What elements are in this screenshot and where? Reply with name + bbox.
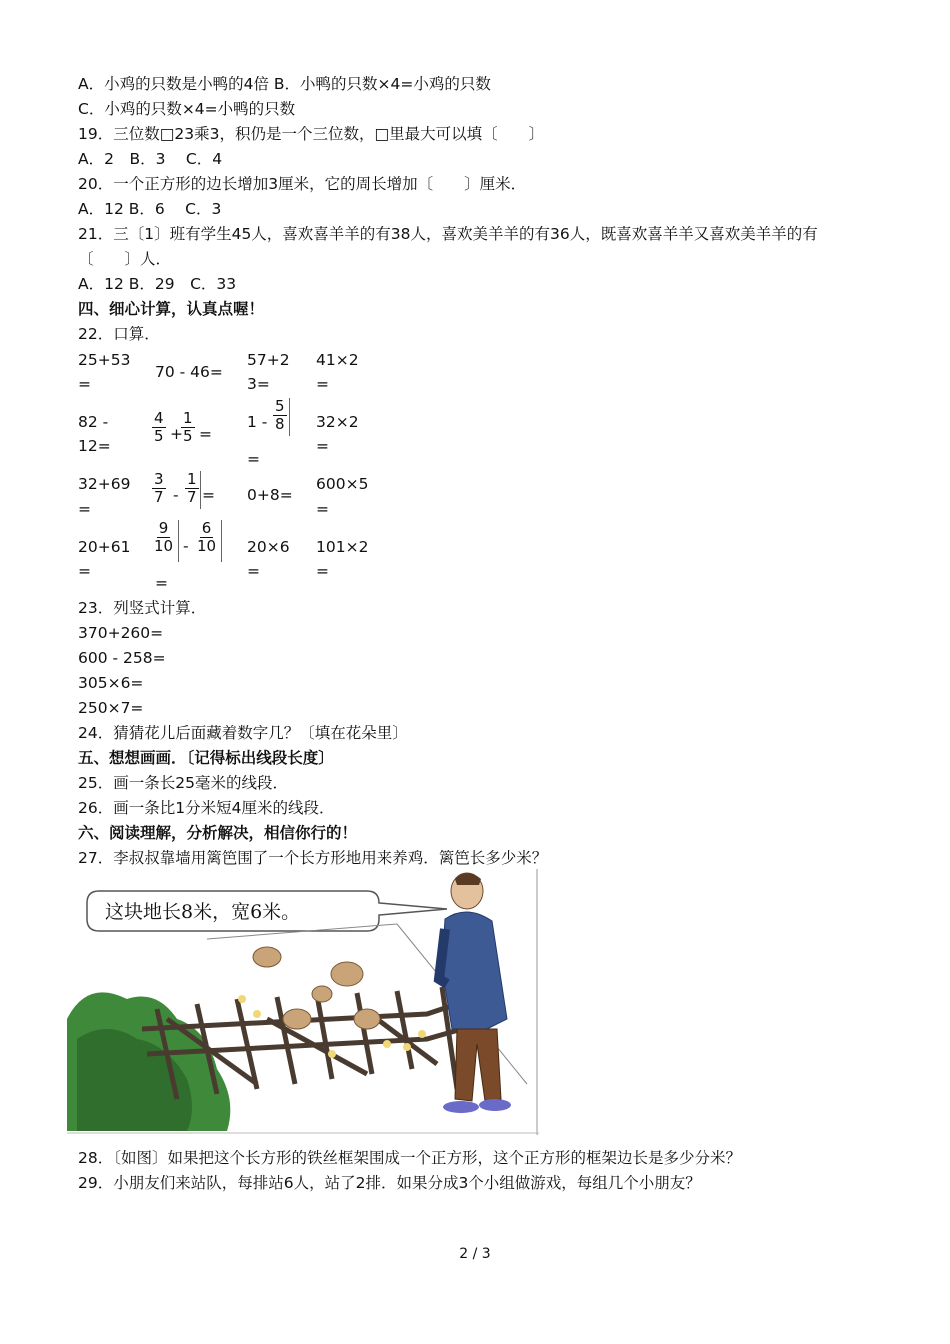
question-26: 26．画一条比1分米短4厘米的线段． [78,799,335,817]
fraction [181,410,195,445]
oral-cell: 12= [78,437,111,455]
oral-cell: 32+69 [78,475,131,493]
fraction-numerator: 4 [154,409,164,427]
question-21-cont: 〔 〕人． [78,250,172,268]
oral-cell: = [78,562,91,580]
section-5-heading: 五、想想画画．〔记得标出线段长度〕 [78,749,334,767]
oral-cell: 57+2 [247,351,290,369]
oral-cell: = [247,450,260,468]
section-4-heading: 四、细心计算，认真点喔！ [78,300,265,318]
vertical-calc-3: 305×6= [78,674,144,692]
operator: - [173,486,179,504]
fraction-denominator: 7 [187,488,197,506]
fraction-numerator: 1 [187,470,197,488]
oral-cell: = [316,437,329,455]
question-20: 20．一个正方形的边长增加3厘米，它的周长增加〔 〕厘米． [78,175,527,193]
oral-cell: 41×2 [316,351,359,369]
fraction [152,520,175,555]
question-23: 23．列竖式计算． [78,599,207,617]
oral-cell: = [78,500,91,518]
question-25: 25．画一条长25毫米的线段． [78,774,288,792]
fraction [273,398,287,433]
oral-cell: 20+61 [78,538,131,556]
fraction-denominator: 5 [154,427,164,445]
oral-cell: 70 - 46= [155,363,223,381]
oral-cell: 3= [247,375,270,393]
oral-cell: = [316,562,329,580]
fraction-denominator: 10 [154,537,174,555]
crop-mark [178,520,179,562]
crop-mark [221,520,222,562]
oral-cell: = [199,425,212,443]
question-19: 19．三位数□23乘3，积仍是一个三位数，□里最大可以填〔 〕 [78,125,545,143]
oral-cell: 20×6 [247,538,290,556]
oral-cell: 101×2 [316,538,369,556]
oral-cell: = [202,486,215,504]
question-28: 28．〔如图〕如果把这个长方形的铁丝框架围成一个正方形，这个正方形的框架边长是多少分米？ [78,1149,741,1167]
fraction [185,471,199,506]
oral-cell: = [155,574,168,592]
question-20-options: A．12 B．6 C．3 [78,200,222,218]
fraction-numerator: 5 [275,397,285,415]
oral-cell: 1 - [247,413,268,431]
oral-cell: 25+53 [78,351,131,369]
oral-cell: = [78,375,91,393]
question-24: 24．猜猜花儿后面藏着数字几？〔填在花朵里〕 [78,724,408,742]
fraction-denominator: 5 [183,427,193,445]
fraction [195,520,218,555]
oral-cell: = [316,375,329,393]
fraction-denominator: 7 [154,488,164,506]
fraction-numerator: 1 [183,409,193,427]
fraction-numerator: 6 [201,519,212,537]
option-line-c: C．小鸡的只数×4=小鸭的只数 [78,100,296,118]
vertical-calc-4: 250×7= [78,699,144,717]
question-21-options: A．12 B．29 C．33 [78,275,237,293]
question-27: 27．李叔叔靠墙用篱笆围了一个长方形地用来养鸡．篱笆长多少米？ [78,849,548,867]
oral-cell: 82 - [78,413,109,431]
page-number: 2 / 3 [459,1246,491,1262]
fraction-denominator: 8 [275,415,285,433]
crop-mark [289,398,290,436]
vertical-calc-1: 370+260= [78,624,164,642]
vertical-calc-2: 600 - 258= [78,649,166,667]
question-19-options: A．2 B．3 C．4 [78,150,223,168]
oral-cell: 0+8= [247,486,293,504]
fraction [152,410,166,445]
speech-bubble-text: 这块地长8米，宽6米。 [105,901,301,923]
operator: + [170,425,183,443]
fraction-denominator: 10 [197,537,217,555]
operator: - [183,537,189,555]
illustration-chicken-fence [67,869,539,1135]
fraction-numerator: 9 [158,519,169,537]
oral-cell: = [247,562,260,580]
section-6-heading: 六、阅读理解，分析解决，相信你行的！ [78,824,358,842]
fraction [152,471,166,506]
oral-cell: = [316,500,329,518]
question-22: 22．口算． [78,325,160,343]
oral-cell: 32×2 [316,413,359,431]
oral-cell: 600×5 [316,475,369,493]
fraction-numerator: 3 [154,470,164,488]
question-21: 21．三〔1〕班有学生45人，喜欢喜羊羊的有38人，喜欢美羊羊的有36人，既喜欢喜羊羊又喜欢美羊羊的有 [78,225,818,243]
crop-mark [200,471,201,509]
option-line-ab: A．小鸡的只数是小鸭的4倍 B．小鸭的只数×4=小鸡的只数 [78,75,491,93]
question-29: 29．小朋友们来站队，每排站6人，站了2排．如果分成3个小组做游戏，每组几个小朋友？ [78,1174,701,1192]
